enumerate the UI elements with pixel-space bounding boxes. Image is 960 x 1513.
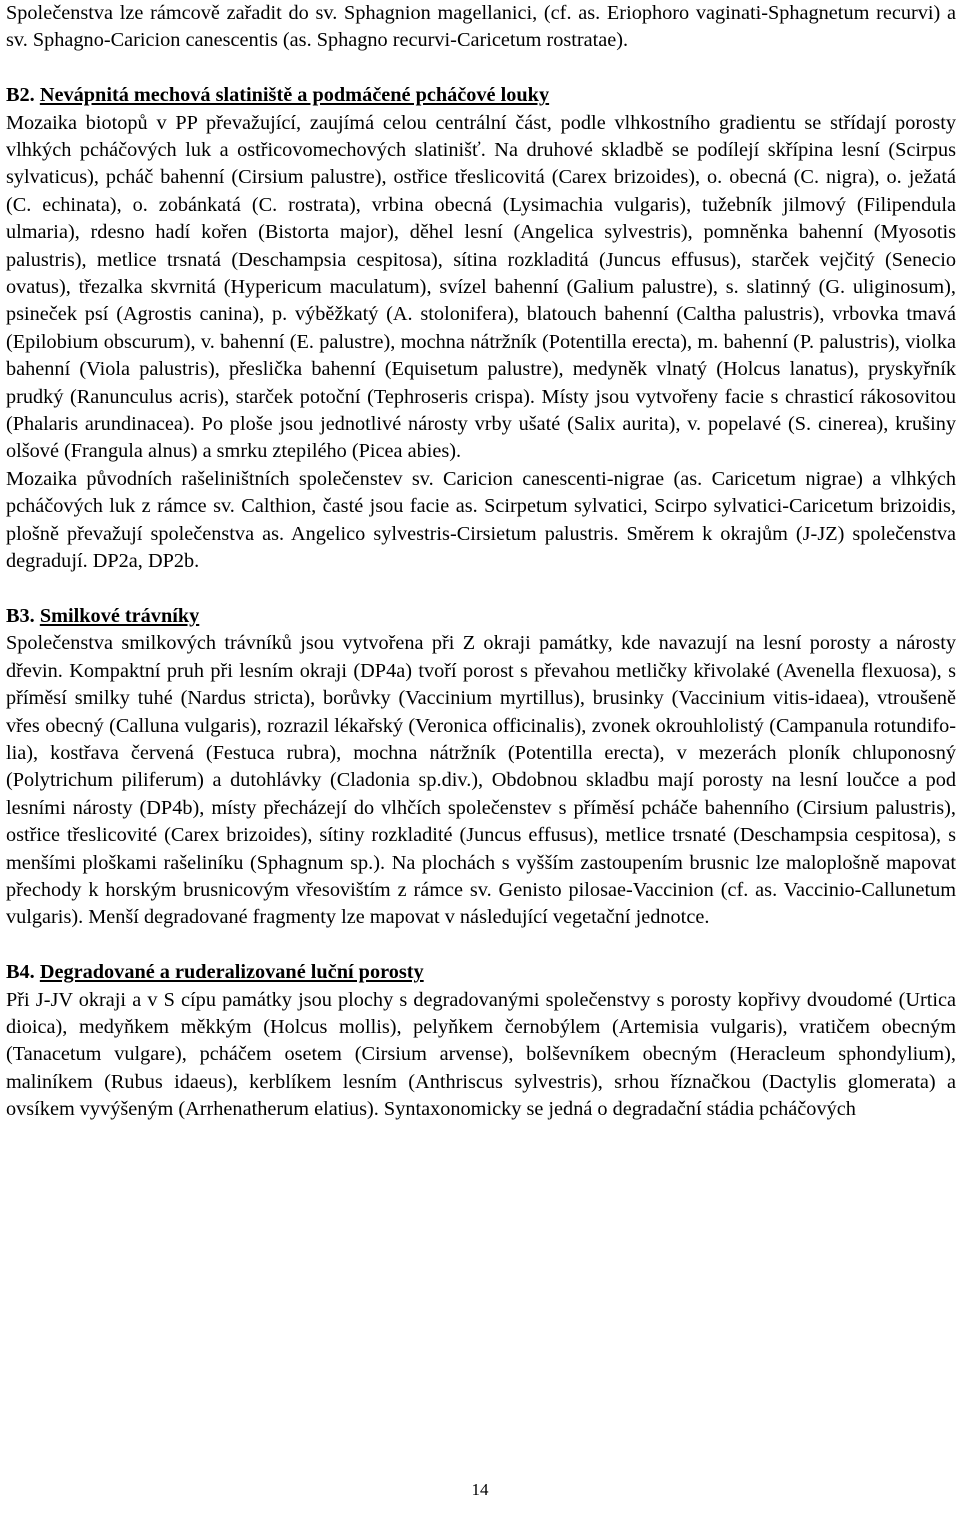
section-b3-heading xyxy=(6,603,956,630)
section-b4-number: B4. xyxy=(6,961,35,984)
section-b3-title: Smilkové trávníky xyxy=(39,604,200,627)
document-page xyxy=(6,0,956,1124)
section-b4-heading xyxy=(6,959,956,986)
spacer xyxy=(6,55,956,82)
section-b2-paragraph-1: Mozaika biotopů v PP převažující, zaujímá celou centrální část, podle vlhkostního gradientu se střídají porosty vlhkých pcháčových luk a ostřicovomechových slatinišť. Na druhové skladbě se podílejí skřípina lesní (Scirpus sylvaticus), pcháč bahenní (Cirsium palustre), ostřice třeslicovitá (Carex brizoides), o. obecná (C. nigra), o. ježatá (C. echinata), o. zobánkatá (C. rostrata), vrbina obecná (Lysimachia vulgaris), tužebník jilmový (Filipendula ulmaria), rdesno hadí kořen (Bistorta major), děhel lesní (Angelica sylvestris), pomněnka bahenní (Myosotis palustris), metlice trsnatá (Deschampsia cespitosa), sítina rozkladitá (Juncus effusus), starček vejčitý (Senecio ovatus), třezalka skvrnitá (Hypericum maculatum), svízel bahenní (Galium palustre), s. slatinný (G. uliginosum), psineček psí (Agrostis canina), p. výběžkatý (A. stolonifera), blatouch bahenní (Caltha palustris), vrbovka tmavá (Epilobium obscurum), v. bahenní (E. palustre), mochna nátržník (Potentilla erecta), m. bahenní (P. palustris), violka bahenní (Viola palustris), přeslička bahenní (Equisetum palustre), medyněk vlnatý (Holcus lanatus), pryskyřník prudký (Ranunculus acris), starček potoční (Tephroseris crispa). Místy jsou vytvořeny facie s chrasticí rákosovitou (Phalaris arundinacea). Po ploše jsou jednotlivé nárosty vrby ušaté (Salix aurita), v. popelavé (S. cinerea), krušiny olšové (Frangula alnus) a smrku ztepilého (Picea abies). xyxy=(6,111,956,463)
section-b2-paragraph-2: Mozaika původních rašeliništních společenstev sv. Caricion canescenti-nigrae (as. Caricetum nigrae) a vlhkých pcháčových luk z rámce sv. Calthion, časté jsou facie as. Scirpetum sylvatici, Scirpo sylvatici-Caricetum brizoidis, plošně převažují společenstva as. Angelico sylvestris-Cirsietum palustris. Směrem k okrajům (J-JZ) společenstva degradují. DP2a, DP2b. xyxy=(6,467,956,573)
section-b2-number: B2. xyxy=(6,84,35,107)
page-number: 14 xyxy=(471,1480,489,1499)
intro-paragraph: Společenstva lze rámcově zařadit do sv. Sphagnion magellanici, (cf. as. Eriophoro vaginati-Sphagnetum recurvi) a sv. Sphagno-Caricion canescentis (as. Sphagno recurvi-Caricetum rostratae). xyxy=(6,2,956,52)
section-b3-paragraph: Společenstva smilkových trávníků jsou vytvořena při Z okraji památky, kde navazují na lesní porosty a nárosty dřevin. Kompaktní pruh při lesním okraji (DP4a) tvoří porost s převahou metličky křivolaké (Avenella flexuosa), s příměsí smilky tuhé (Nardus stricta), borůvky (Vaccinium myrtillus), brusinky (Vaccinium vitis-idaea), vtroušeně vřes obecný (Calluna vulgaris), rozrazil lékařský (Veronica officinalis), zvonek okrouhlolistý (Campanula rotundifolia), kostřava červená (Festuca rubra), mochna nátržník (Potentilla erecta), v mezerách ploník chluponosný (Polytrichum piliferum) a dutohlávky (Cladonia sp.div.), Obdobnou skladbu mají porosty na lesní loučce a pod lesními nárosty (DP4b), místy přecházejí do vlhčích společenstev s příměsí pcháče bahenního (Cirsium palustris), ostřice třeslicovité (Carex brizoides), sítiny rozkladité (Juncus effusus), metlice trsnaté (Deschampsia cespitosa), s menšími ploškami rašeliníku (Sphagnum sp.). Na plochách s vyšším zastoupením brusnic lze maloplošně mapovat přechody k horským brusnicovým vřesovištím z rámce sv. Genisto pilosae-Vaccinion (cf. as. Vaccinio-Callunetum vulgaris). Menší degradované fragmenty lze mapovat v následující vegetační jednotce. xyxy=(6,632,956,929)
spacer xyxy=(6,576,956,603)
section-b4-title: Degradované a ruderalizované luční porosty xyxy=(39,961,424,984)
section-b2-title: Nevápnitá mechová slatiniště a podmáčené pcháčové louky xyxy=(39,84,550,107)
section-b3-number: B3. xyxy=(6,604,35,627)
section-b4-paragraph: Při J-JV okraji a v S cípu památky jsou plochy s degradovanými společenstvy s porosty kopřivy dvoudomé (Urtica dioica), medyňkem měkkým (Holcus mollis), pelyňkem černobýlem (Artemisia vulgaris), vratičem obecným (Tanacetum vulgare), pcháčem osetem (Cirsium arvense), bolševníkem obecným (Heracleum sphondylium), maliníkem (Rubus idaeus), kerblíkem lesním (Anthriscus sylvestris), srhou říznačkou (Dactylis glomerata) a ovsíkem vyvýšeným (Arrhenatherum elatius). Syntaxonomicky se jedná o degradační stádia pcháčových xyxy=(6,988,956,1121)
section-b2-heading xyxy=(6,82,956,109)
spacer xyxy=(6,932,956,959)
